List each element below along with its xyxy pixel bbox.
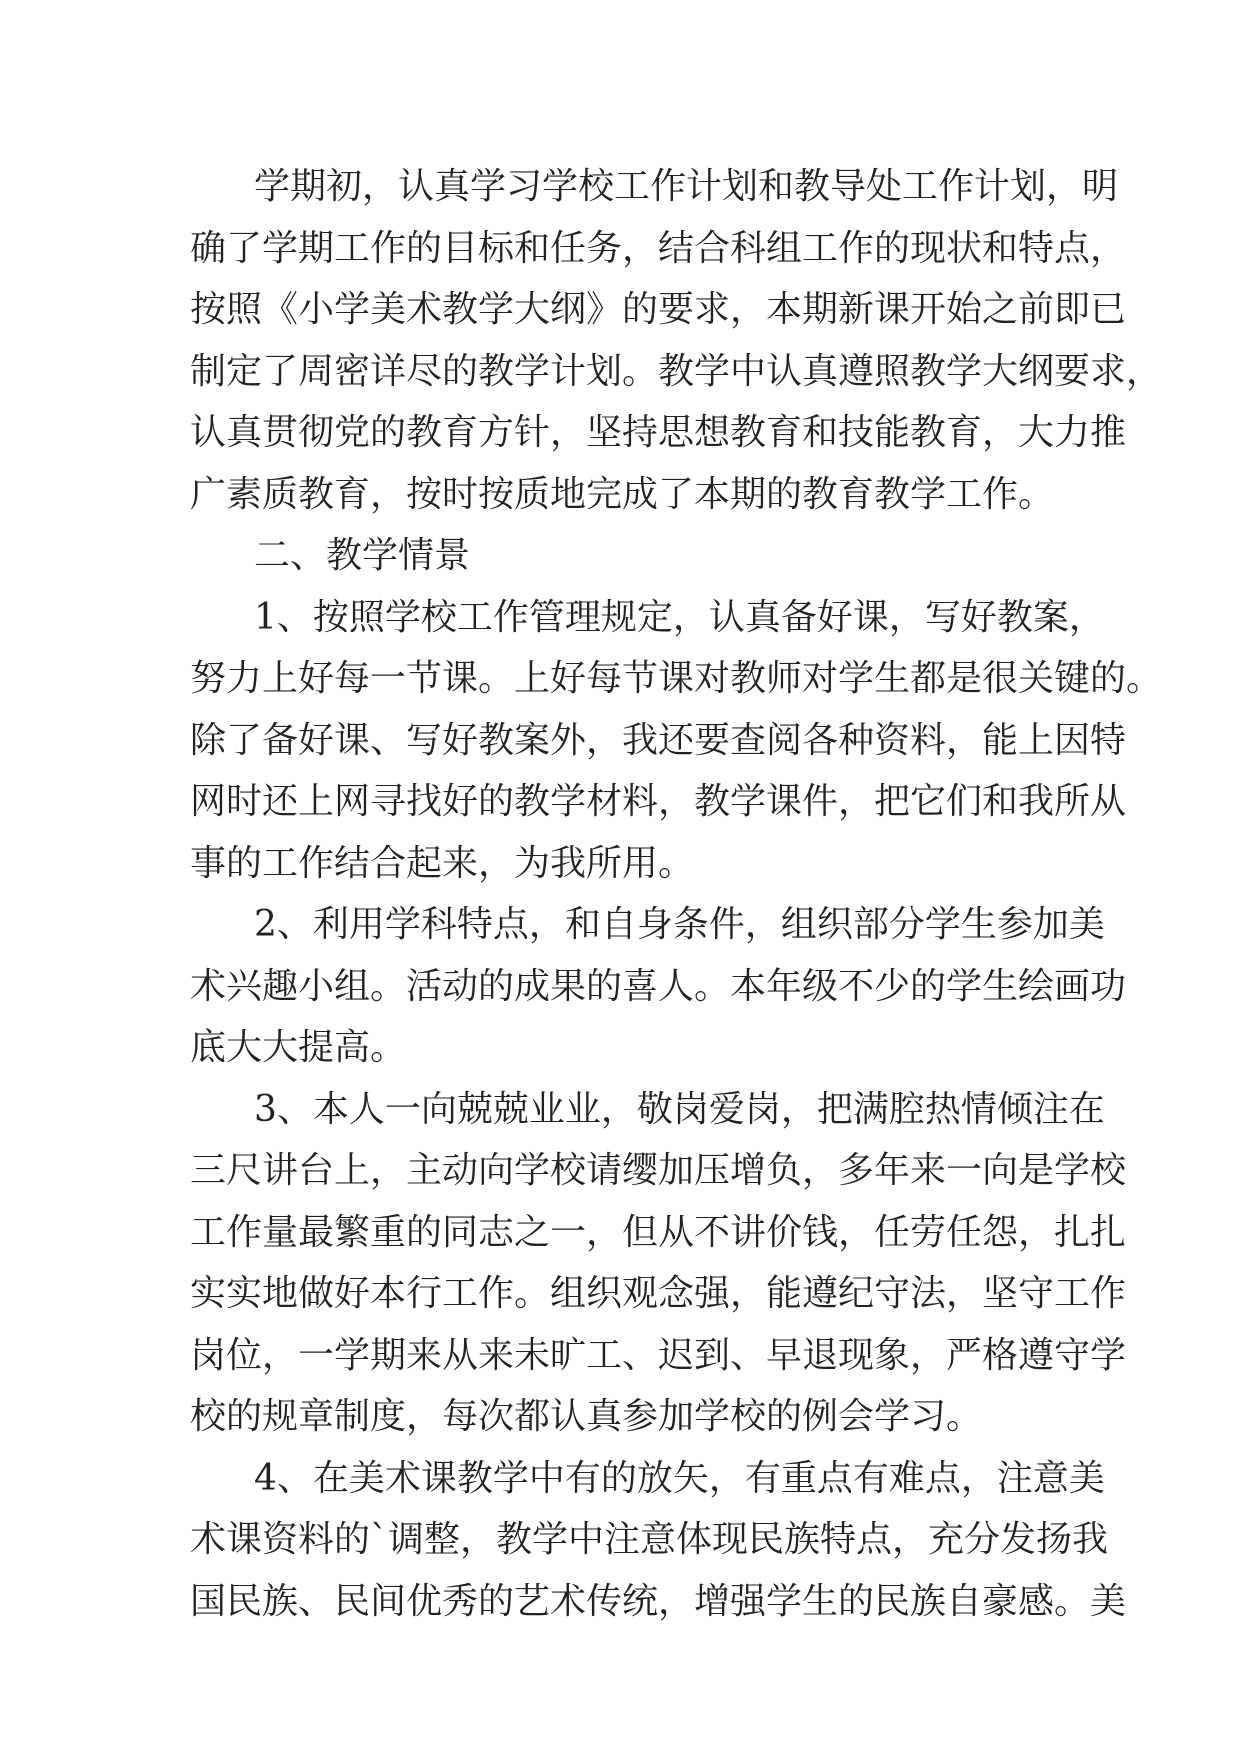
text-line: 工作量最繁重的同志之一，但从不讲价钱，任劳任怨，扎扎 bbox=[190, 1211, 1127, 1253]
text-line: 岗位，一学期来从来未旷工、迟到、早退现象，严格遵守学 bbox=[190, 1334, 1127, 1376]
text-line: 除了备好课、写好教案外，我还要查阅各种资料，能上因特 bbox=[190, 719, 1127, 761]
text-line: 广素质教育，按时按质地完成了本期的教育教学工作。 bbox=[190, 473, 1055, 515]
text-line: 确了学期工作的目标和任务，结合科组工作的现状和特点， bbox=[190, 227, 1127, 269]
text-line: 网时还上网寻找好的教学材料，教学课件，把它们和我所从 bbox=[190, 781, 1127, 822]
text-line: 学期初，认真学习学校工作计划和教导处工作计划，明 bbox=[254, 166, 1119, 207]
text-line: 制定了周密详尽的教学计划。教学中认真遵照教学大纲要求， bbox=[190, 350, 1163, 392]
text-line: 1、按照学校工作管理规定，认真备好课，写好教案， bbox=[254, 596, 1105, 638]
document-body bbox=[190, 156, 1163, 1632]
text-line: 4、在美术课教学中有的放矢，有重点有难点，注意美 bbox=[254, 1457, 1105, 1499]
text-line: 三尺讲台上，主动向学校请缨加压增负，多年来一向是学校 bbox=[190, 1150, 1127, 1191]
text-line: 术课资料的`调整，教学中注意体现民族特点，充分发扬我 bbox=[190, 1519, 1109, 1560]
text-line: 努力上好每一节课。上好每节课对教师对学生都是很关键的。 bbox=[190, 658, 1163, 699]
text-line: 按照《小学美术教学大纲》的要求，本期新课开始之前即已 bbox=[190, 289, 1127, 330]
text-line: 校的规章制度，每次都认真参加学校的例会学习。 bbox=[190, 1396, 983, 1437]
text-line: 事的工作结合起来，为我所用。 bbox=[190, 842, 695, 884]
text-line: 底大大提高。 bbox=[190, 1027, 407, 1068]
text-line: 实实地做好本行工作。组织观念强，能遵纪守法，坚守工作 bbox=[190, 1273, 1127, 1314]
text-line: 术兴趣小组。活动的成果的喜人。本年级不少的学生绘画功 bbox=[190, 965, 1127, 1007]
text-line: 国民族、民间优秀的艺术传统，增强学生的民族自豪感。美 bbox=[190, 1580, 1127, 1622]
text-line: 二、教学情景 bbox=[254, 535, 471, 576]
text-line: 认真贯彻党的教育方针，坚持思想教育和技能教育，大力推 bbox=[190, 412, 1127, 453]
text-line: 2、利用学科特点，和自身条件，组织部分学生参加美 bbox=[254, 904, 1105, 945]
text-line: 3、本人一向兢兢业业，敬岗爱岗，把满腔热情倾注在 bbox=[254, 1088, 1105, 1130]
